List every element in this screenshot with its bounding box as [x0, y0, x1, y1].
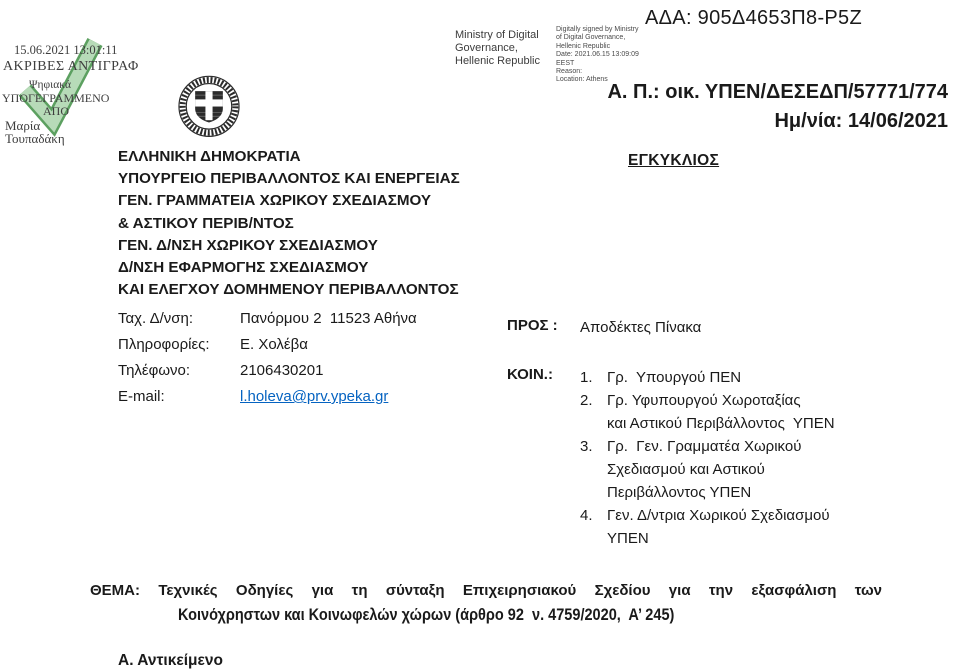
- pros-label: ΠΡΟΣ :: [507, 317, 558, 334]
- signature-detail-line: Digitally signed by Ministry: [556, 26, 639, 33]
- koin-item-text: Γρ. Υφυπουργού Χωροταξίας: [607, 392, 801, 409]
- koin-item: [580, 366, 835, 389]
- sender-line: ΓΕΝ. ΓΡΑΜΜΑΤΕΙΑ ΧΩΡΙΚΟΥ ΣΧΕΔΙΑΣΜΟΥ: [118, 192, 432, 210]
- koin-item-text: και Αστικού Περιβάλλοντος ΥΠΕΝ: [607, 415, 835, 432]
- koin-item-continuation: [580, 458, 835, 481]
- koin-item-number: [580, 458, 607, 481]
- stamp-timestamp: 15.06.2021 13:01:11: [14, 43, 118, 57]
- stamp-by-label: ΑΠΟ: [43, 104, 69, 118]
- pros-value: Αποδέκτες Πίνακα: [580, 319, 702, 336]
- subject-label: ΘΕΜΑ:: [90, 582, 140, 599]
- digital-signature-signer: [455, 29, 540, 68]
- koin-item-number: [580, 527, 607, 550]
- signature-detail-line: Date: 2021.06.15 13:09:09: [556, 51, 639, 59]
- koin-item-continuation: [580, 481, 835, 504]
- subject-text: Κοινόχρηστων και Κοινωφελών χώρων (άρθρο 92 ν. 4759/2020, Α’ 245): [178, 606, 675, 624]
- sender-line: & ΑΣΤΙΚΟΥ ΠΕΡΙΒ/ΝΤΟΣ: [118, 214, 294, 232]
- coat-of-arms-icon: [176, 72, 242, 142]
- stamp-signed-label: ΥΠΟΓΕΓΡΑΜΜΕΝΟ: [2, 91, 110, 105]
- koin-item-text: Σχεδιασμού και Αστικού: [607, 461, 765, 478]
- signature-detail-line: EEST: [556, 59, 575, 67]
- koin-item-number: 3.: [580, 438, 593, 455]
- contact-value: 2106430201: [240, 362, 324, 379]
- sender-line: ΥΠΟΥΡΓΕΙΟ ΠΕΡΙΒΑΛΛΟΝΤΟΣ ΚΑΙ ΕΝΕΡΓΕΙΑΣ: [118, 170, 460, 188]
- contact-label: Ταχ. Δ/νση:: [118, 310, 194, 327]
- section-heading: Α. Αντικείμενο: [118, 652, 223, 669]
- contact-row: [118, 310, 417, 336]
- stamp-signer-last-name: Τουπαδάκη: [5, 131, 65, 146]
- signer-line: Ministry of Digital: [455, 29, 539, 41]
- stamp-certified-copy-label: ΑΚΡΙΒΕΣ ΑΝΤΙΓΡΑΦ: [3, 59, 139, 74]
- circular-heading: ΕΓΚΥΚΛΙΟΣ: [628, 152, 720, 169]
- koin-item-continuation: [580, 412, 835, 435]
- contact-row: [118, 336, 417, 362]
- signature-detail-line: Reason:: [556, 68, 583, 76]
- signature-detail-line: of Digital Governance,: [556, 34, 626, 42]
- koin-item-number: 4.: [580, 507, 593, 524]
- stamp-digitally-label: Ψηφιακά: [29, 79, 71, 91]
- koin-item: [580, 504, 835, 527]
- signer-line: Governance,: [455, 42, 518, 54]
- koin-item: [580, 389, 835, 412]
- contact-label: Τηλέφωνο:: [118, 362, 191, 379]
- subject-text: Τεχνικές Οδηγίες για τη σύνταξη Επιχειρησιακού Σχεδίου για την εξασφάλιση των: [158, 582, 882, 599]
- signature-detail-line: Location: Athens: [556, 76, 608, 84]
- koin-item-number: [580, 412, 607, 435]
- koin-item-number: 1.: [580, 369, 593, 386]
- koin-item-text: Γεν. Δ/ντρια Χωρικού Σχεδιασμού: [607, 507, 830, 524]
- contact-label: E-mail:: [118, 388, 165, 405]
- sender-line: ΚΑΙ ΕΛΕΓΧΟΥ ΔΟΜΗΜΕΝΟΥ ΠΕΡΙΒΑΛΛΟΝΤΟΣ: [118, 281, 459, 299]
- subject-line-1: [90, 582, 882, 599]
- koin-item-text: ΥΠΕΝ: [607, 530, 649, 547]
- koin-label: ΚΟΙΝ.:: [507, 366, 553, 383]
- koin-list: [580, 366, 835, 550]
- contact-row: [118, 388, 417, 414]
- koin-item-text: Γρ. Γεν. Γραμματέα Χωρικού: [607, 438, 802, 455]
- sender-line: ΓΕΝ. Δ/ΝΣΗ ΧΩΡΙΚΟΥ ΣΧΕΔΙΑΣΜΟΥ: [118, 236, 378, 254]
- koin-item-text: Περιβάλλοντος ΥΠΕΝ: [607, 484, 752, 501]
- koin-item-number: [580, 481, 607, 504]
- sender-header: [118, 146, 460, 301]
- contact-row: [118, 362, 417, 388]
- subject-block: [90, 582, 882, 625]
- protocol-block: [540, 81, 948, 133]
- digital-signature-details: [556, 26, 639, 85]
- sender-line: Δ/ΝΣΗ ΕΦΑΡΜΟΓΗΣ ΣΧΕΔΙΑΣΜΟΥ: [118, 259, 369, 277]
- email-link[interactable]: l.holeva@prv.ypeka.gr: [240, 388, 389, 405]
- stamp-signer-first-name: Μαρία: [5, 118, 41, 133]
- koin-item: [580, 435, 835, 458]
- signature-detail-line: Hellenic Republic: [556, 42, 611, 50]
- contact-value: Ε. Χολέβα: [240, 336, 308, 353]
- subject-line-2: [178, 606, 882, 625]
- protocol-date: Ημ/νία: 14/06/2021: [774, 110, 948, 132]
- contact-info: [118, 310, 417, 414]
- sender-line: ΕΛΛΗΝΙΚΗ ΔΗΜΟΚΡΑΤΙΑ: [118, 148, 301, 165]
- signer-line: Hellenic Republic: [455, 55, 540, 67]
- koin-item-text: Γρ. Υπουργού ΠΕΝ: [607, 369, 742, 386]
- koin-item-continuation: [580, 527, 835, 550]
- ada-number: ΑΔΑ: 905Δ4653Π8-Ρ5Ζ: [645, 7, 862, 29]
- contact-value: Πανόρμου 2 11523 Αθήνα: [240, 310, 417, 327]
- protocol-number: Α. Π.: οικ. ΥΠΕΝ/ΔΕΣΕΔΠ/57771/774: [607, 81, 948, 103]
- contact-label: Πληροφορίες:: [118, 336, 210, 353]
- certification-stamp: [2, 42, 157, 152]
- koin-item-number: 2.: [580, 392, 593, 409]
